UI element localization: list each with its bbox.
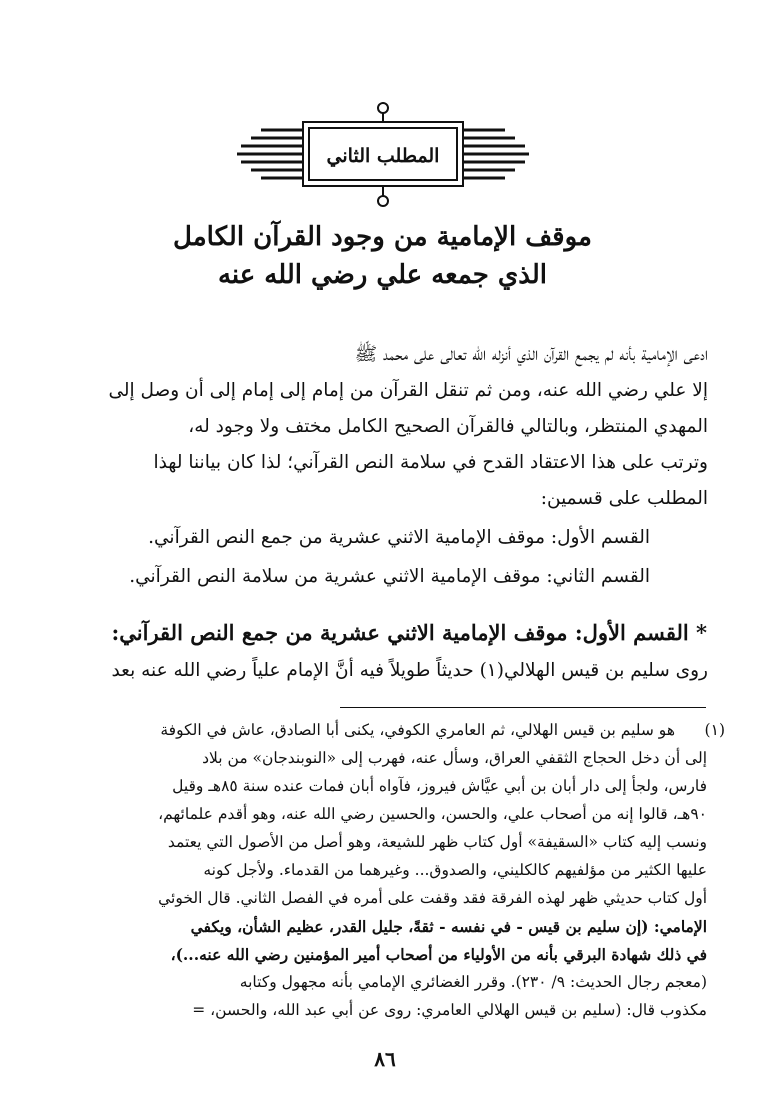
footnote-divider bbox=[340, 707, 706, 708]
division-item: القسم الأول: موقف الإمامية الاثني عشرية من جمع النص القرآني. bbox=[148, 527, 650, 548]
footnote-line: أول كتاب حديثي ظهر لهذه الفرقة فقد وقفت على أمره في الفصل الثاني. قال الخوئي bbox=[158, 889, 707, 907]
footnote-line: ونسب إليه كتاب «السقيفة» أول كتاب ظهر للشيعة، وهو أصل من الأصول التي يعتمد bbox=[167, 833, 707, 851]
chapter-title-line-1: موقف الإمامية من وجود القرآن الكامل bbox=[173, 222, 592, 252]
section-label: المطلب الثاني bbox=[326, 145, 440, 167]
paragraph-line: ادعى الإمامية بأنه لم يجمع القرآن الذي أنزله الله تعالى على محمد ﷺ bbox=[354, 344, 708, 365]
paragraph-line: المهدي المنتظر، وبالتالي فالقرآن الصحيح الكامل مختف ولا وجود له، bbox=[188, 416, 708, 437]
footnote-line: ٩٠هـ، قالوا إنه من أصحاب علي، والحسن، والحسين رضي الله عنه، وهو أقدم علمائهم، bbox=[158, 805, 707, 823]
section-header-frame bbox=[233, 100, 533, 210]
footnote-line: (معجم رجال الحديث: ٩/ ٢٣٠). وقرر الغضائري الإمامي بأنه مجهول وكتابه bbox=[239, 973, 707, 991]
paragraph-line: المطلب على قسمين: bbox=[540, 488, 708, 509]
footnote-line: مكذوب قال: (سليم بن قيس الهلالي العامري: روى عن أبي عبد الله، والحسن، = bbox=[192, 1001, 707, 1019]
page-number: ٨٦ bbox=[374, 1047, 396, 1071]
intro-line: روى سليم بن قيس الهلالي(١) حديثاً طويلاً فيه أنَّ الإمام علياً رضي الله عنه بعد bbox=[111, 660, 708, 681]
footnote-line: إلى أن دخل الحجاج الثقفي العراق، وسأل عنه، فهرب إلى «النوبندجان» من بلاد bbox=[202, 749, 707, 767]
footnote-line: الإمامي: (إن سليم بن قيس - في نفسه - ثقةً، جليل القدر، عظيم الشأن، ويكفي bbox=[190, 917, 707, 936]
chapter-title-line-2: الذي جمعه علي رضي الله عنه bbox=[217, 260, 548, 290]
paragraph-line: إلا علي رضي الله عنه، ومن ثم تنقل القرآن من إمام إلى إمام إلى أن وصل إلى bbox=[108, 380, 708, 401]
footnote-line: هو سليم بن قيس الهلالي، ثم العامري الكوفي، يكنى أبا الصادق، عاش في الكوفة bbox=[160, 721, 675, 739]
footnote-number: (١) bbox=[704, 721, 725, 739]
footnote-line: فارس، ولجأ إلى دار أبان بن أبي عيَّاش فيروز، فآواه أبان فمات عنده سنة ٨٥هـ وقيل bbox=[172, 777, 707, 795]
section-subheading: * القسم الأول: موقف الإمامية الاثني عشرية من جمع النص القرآني: bbox=[111, 620, 707, 645]
footnote-line: في ذلك شهادة البرقي بأنه من الأولياء من أصحاب أمير المؤمنين رضي الله عنه...)، bbox=[170, 945, 707, 964]
division-item: القسم الثاني: موقف الإمامية الاثني عشرية من سلامة النص القرآني. bbox=[129, 566, 650, 587]
paragraph-line: وترتب على هذا الاعتقاد القدح في سلامة النص القرآني؛ لذا كان بياننا لهذا bbox=[153, 452, 708, 473]
footnote-line: عليها الكثير من مؤلفيهم كالكليني، والصدوق... وغيرهما من القدماء. ولأجل كونه bbox=[203, 861, 707, 879]
